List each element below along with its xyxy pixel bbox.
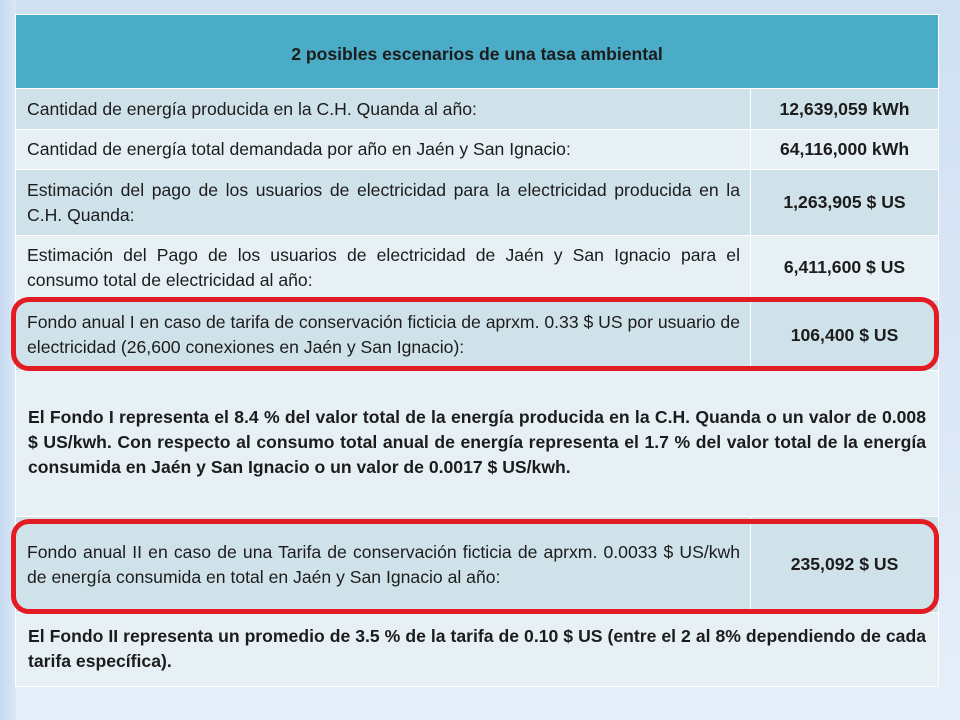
table-row <box>16 236 939 300</box>
table-row <box>16 130 939 170</box>
table-row <box>16 170 939 236</box>
table-row <box>16 517 939 613</box>
table-title: 2 posibles escenarios de una tasa ambiental <box>16 15 939 89</box>
row-value-payment-total: 6,411,600 $ US <box>751 236 939 300</box>
row-label-fund-2: Fondo anual II en caso de una Tarifa de conservación ficticia de aprxm. 0.0033 $ US/kwh de energía consumida en total en Jaén y San Ignacio al año: <box>16 517 751 613</box>
row-value-payment-quanda: 1,263,905 $ US <box>751 170 939 236</box>
row-label-payment-quanda: Estimación del pago de los usuarios de electricidad para la electricidad producida en la C.H. Quanda: <box>16 170 751 236</box>
row-label-fund-1: Fondo anual I en caso de tarifa de conservación ficticia de aprxm. 0.33 $ US por usuario de electricidad (26,600 conexiones en Jaén y San Ignacio): <box>16 300 751 371</box>
slide-background-accent <box>0 0 16 720</box>
fund-1-note: El Fondo I representa el 8.4 % del valor total de la energía producida en la C.H. Quanda o un valor de 0.008 $ US/kwh. Con respecto al consumo total anual de energía representa el 1.7 % del valor total de la energía consumida en Jaén y San Ignacio o un valor de 0.0017 $ US/kwh. <box>16 371 939 517</box>
fund-2-note: El Fondo II representa un promedio de 3.5 % de la tarifa de 0.10 $ US (entre el 2 al 8% dependiendo de cada tarifa específica). <box>16 613 939 687</box>
table-row <box>16 89 939 130</box>
row-label-energy-demanded: Cantidad de energía total demandada por año en Jaén y San Ignacio: <box>16 130 751 170</box>
table-row <box>16 300 939 371</box>
row-value-fund-1: 106,400 $ US <box>751 300 939 371</box>
table-row <box>16 613 939 687</box>
row-value-energy-produced: 12,639,059 kWh <box>751 89 939 130</box>
row-label-energy-produced: Cantidad de energía producida en la C.H. Quanda al año: <box>16 89 751 130</box>
row-label-payment-total: Estimación del Pago de los usuarios de electricidad de Jaén y San Ignacio para el consumo total de electricidad al año: <box>16 236 751 300</box>
table-row <box>16 371 939 517</box>
row-value-energy-demanded: 64,116,000 kWh <box>751 130 939 170</box>
tax-scenarios-table <box>15 14 939 687</box>
row-value-fund-2: 235,092 $ US <box>751 517 939 613</box>
